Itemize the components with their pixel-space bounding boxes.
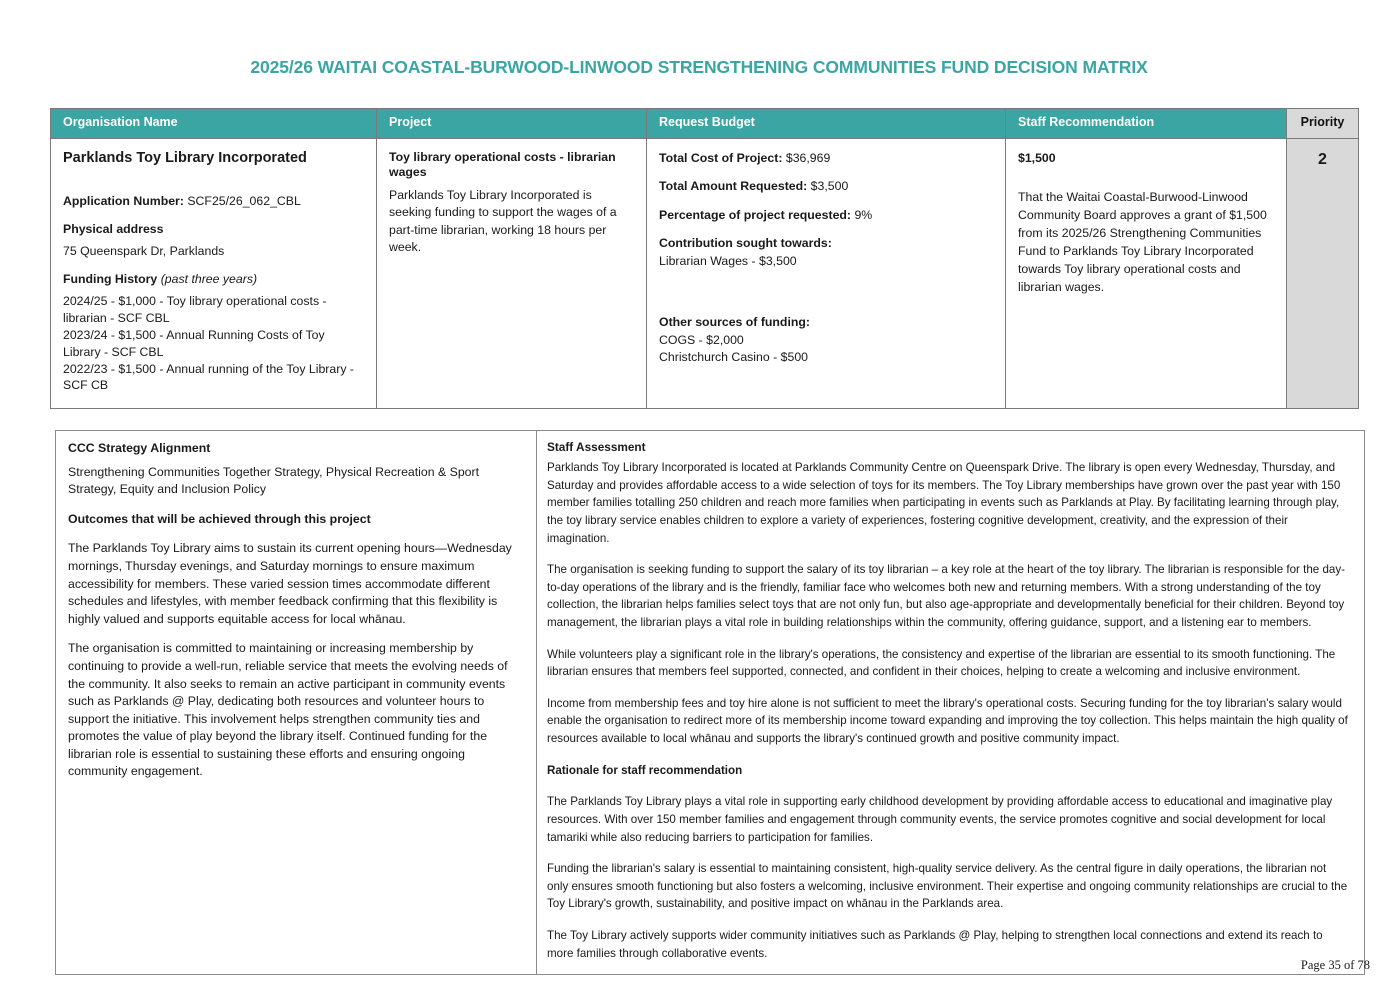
percentage-value: 9% bbox=[854, 207, 873, 222]
rationale-paragraph-3: The Toy Library actively supports wider community initiatives such as Parklands @ Play, helping to strengthen local connections and extend its reach to more families through collaborative events. bbox=[547, 928, 1323, 960]
amount-requested-value: $3,500 bbox=[810, 179, 849, 194]
cell-strategy-alignment bbox=[56, 431, 537, 975]
strategy-alignment-text: Strengthening Communities Together Strategy, Physical Recreation & Sport Strategy, Equity and Inclusion Policy bbox=[68, 464, 480, 497]
other-sources-heading bbox=[659, 314, 993, 331]
other-source-item-2: Christchurch Casino - $500 bbox=[659, 350, 808, 365]
total-cost-of-project bbox=[659, 150, 993, 167]
page-footer: Page 35 of 78 bbox=[1300, 958, 1370, 972]
funding-history-item-3: 2022/23 - $1,500 - Annual running of the Toy Library - SCF CB bbox=[63, 361, 354, 393]
other-source-item-1: COGS - $2,000 bbox=[659, 332, 744, 347]
contribution-label: Contribution sought towards: bbox=[659, 236, 832, 251]
staff-assessment-paragraph-3: While volunteers play a significant role in the library's operations, the consistency and expertise of the librarian are essential to its smooth functioning. The librarian ensures that members feel supported, connected, and confident in their choices, helping to create a welcoming and inclusive environment. bbox=[547, 647, 1336, 679]
project-title: Toy library operational costs - librarian wages bbox=[389, 150, 616, 180]
rationale-paragraph-2: Funding the librarian's salary is essential to maintaining consistent, high-quality service delivery. As the central figure in daily operations, the librarian not only ensures smooth functioning but also fosters a welcoming, inclusive environment. Their expertise and ongoing community relationships are crucial to the Toy Library's growth, sustainability, and positive impact on whānau in the Parklands area. bbox=[547, 862, 1348, 911]
staff-assessment-paragraph-4: Income from membership fees and toy hire alone is not sufficient to meet the library's operational costs. Securing funding for the toy librarian's salary would enable the organisation to redirect more of its membership income toward expanding and improving the toy collection. This helps maintain the high quality of resources available to local whānau and supports the library's continued growth and positive community impact. bbox=[547, 696, 1348, 746]
funding-history-heading bbox=[63, 271, 364, 288]
recommended-amount: $1,500 bbox=[1018, 151, 1056, 165]
column-header-recommendation: Staff Recommendation bbox=[1006, 109, 1287, 139]
organisation-name: Parklands Toy Library Incorporated bbox=[63, 150, 307, 166]
staff-assessment-paragraph-2: The organisation is seeking funding to support the salary of its toy librarian – a key role at the heart of the toy library. The librarian is responsible for the day-to-day operations of the library and is the friendly, familiar face who welcomes both new and returning members. With a strong understanding of the toy collection, the librarian helps families select toys that are not only fun, but also age-appropriate and developmentally beneficial for their children. Beyond toy management, the librarian plays a vital role in building relationships within the community, offering guidance, support, and a listening ear to members. bbox=[547, 563, 1346, 630]
cell-project bbox=[377, 139, 647, 409]
total-amount-requested bbox=[659, 178, 993, 195]
budget-spacer bbox=[659, 270, 993, 314]
strategy-alignment-heading: CCC Strategy Alignment bbox=[68, 441, 211, 455]
physical-address-label-text: Physical address bbox=[63, 221, 164, 236]
matrix-header-row bbox=[51, 109, 1359, 139]
column-header-budget: Request Budget bbox=[647, 109, 1006, 139]
decision-matrix-table bbox=[50, 108, 1359, 409]
detail-row bbox=[56, 431, 1365, 975]
application-number bbox=[63, 193, 364, 210]
physical-address-label bbox=[63, 221, 364, 238]
cell-request-budget bbox=[647, 139, 1006, 409]
total-cost-value: $36,969 bbox=[785, 151, 831, 165]
application-number-label: Application Number: bbox=[63, 194, 184, 209]
funding-history-note: (past three years) bbox=[160, 271, 258, 286]
amount-requested-label: Total Amount Requested: bbox=[659, 179, 808, 194]
column-header-priority: Priority bbox=[1287, 109, 1359, 139]
physical-address-value: 75 Queenspark Dr, Parklands bbox=[63, 244, 225, 259]
outcomes-heading: Outcomes that will be achieved through this project bbox=[68, 511, 371, 526]
cell-organisation bbox=[51, 139, 377, 409]
application-number-value: SCF25/26_062_CBL bbox=[187, 194, 301, 209]
cell-priority: 2 bbox=[1287, 139, 1359, 409]
column-header-project: Project bbox=[377, 109, 647, 139]
page-title: 2025/26 WAITAI COASTAL-BURWOOD-LINWOOD STRENGTHENING COMMUNITIES FUND DECISION MATRIX bbox=[250, 57, 1148, 77]
other-sources-label: Other sources of funding: bbox=[659, 315, 810, 330]
total-cost-label: Total Cost of Project: bbox=[659, 151, 783, 165]
cell-staff-assessment bbox=[537, 431, 1365, 975]
cell-staff-recommendation bbox=[1006, 139, 1287, 409]
matrix-row bbox=[51, 139, 1359, 409]
column-header-organisation: Organisation Name bbox=[51, 109, 377, 139]
contribution-value: Librarian Wages - $3,500 bbox=[659, 253, 797, 268]
rationale-heading: Rationale for staff recommendation bbox=[547, 763, 743, 777]
recommendation-text: That the Waitai Coastal-Burwood-Linwood Community Board approves a grant of $1,500 from its 2025/26 Strengthening Communities Fund to Parklands Toy Library Incorporated towards Toy library operational costs and librarian wages. bbox=[1018, 190, 1267, 294]
rationale-paragraph-1: The Parklands Toy Library plays a vital role in supporting early childhood development by providing affordable access to educational and imaginative play resources. With over 150 member families and engagement through community events, the service promotes cognitive and social development for local tamariki while also reducing barriers to participation for families. bbox=[547, 795, 1333, 844]
funding-history-label: Funding History bbox=[63, 271, 158, 286]
detail-table bbox=[55, 430, 1365, 975]
staff-assessment-paragraph-1: Parklands Toy Library Incorporated is located at Parklands Community Centre on Queenspark Drive. The library is open every Wednesday, Thursday, and Saturday and provides affordable access to a wide selection of toys for its members. The Toy Library memberships have grown over the past year with 150 member families totalling 250 children and reach more families when participating in events such as Parklands at Play. By facilitating learning through play, the toy library service enables children to explore a variety of experiences, fostering cognitive development, creativity, and the expression of their imagination. bbox=[547, 461, 1341, 545]
outcomes-paragraph-2: The organisation is committed to maintaining or increasing membership by continuing to provide a well-run, reliable service that meets the evolving needs of the community. It also seeks to remain an active participant in community events such as Parklands @ Play, dedicating both resources and volunteer hours to support the initiative. This involvement helps strengthen community ties and promotes the value of play beyond the library itself. Continued funding for the librarian role is essential to sustaining these efforts and ensuring ongoing community engagement. bbox=[68, 641, 508, 779]
percentage-of-project-requested bbox=[659, 207, 993, 224]
staff-assessment-heading: Staff Assessment bbox=[547, 440, 646, 454]
funding-history-item-2: 2023/24 - $1,500 - Annual Running Costs of Toy Library - SCF CBL bbox=[63, 327, 325, 359]
contribution-sought-heading bbox=[659, 235, 993, 252]
project-description: Parklands Toy Library Incorporated is seeking funding to support the wages of a part-time librarian, working 18 hours per week. bbox=[389, 187, 617, 255]
outcomes-paragraph-1: The Parklands Toy Library aims to sustain its current opening hours—Wednesday mornings, Thursday evenings, and Saturday mornings to ensure maximum accessibility for members. These varied session times accommodate different schedules and lifestyles, with member feedback confirming that this flexibility is highly valued and supports equitable access for local whānau. bbox=[68, 541, 512, 626]
funding-history-item-1: 2024/25 - $1,000 - Toy library operational costs - librarian - SCF CBL bbox=[63, 294, 327, 326]
percentage-label: Percentage of project requested: bbox=[659, 207, 852, 222]
